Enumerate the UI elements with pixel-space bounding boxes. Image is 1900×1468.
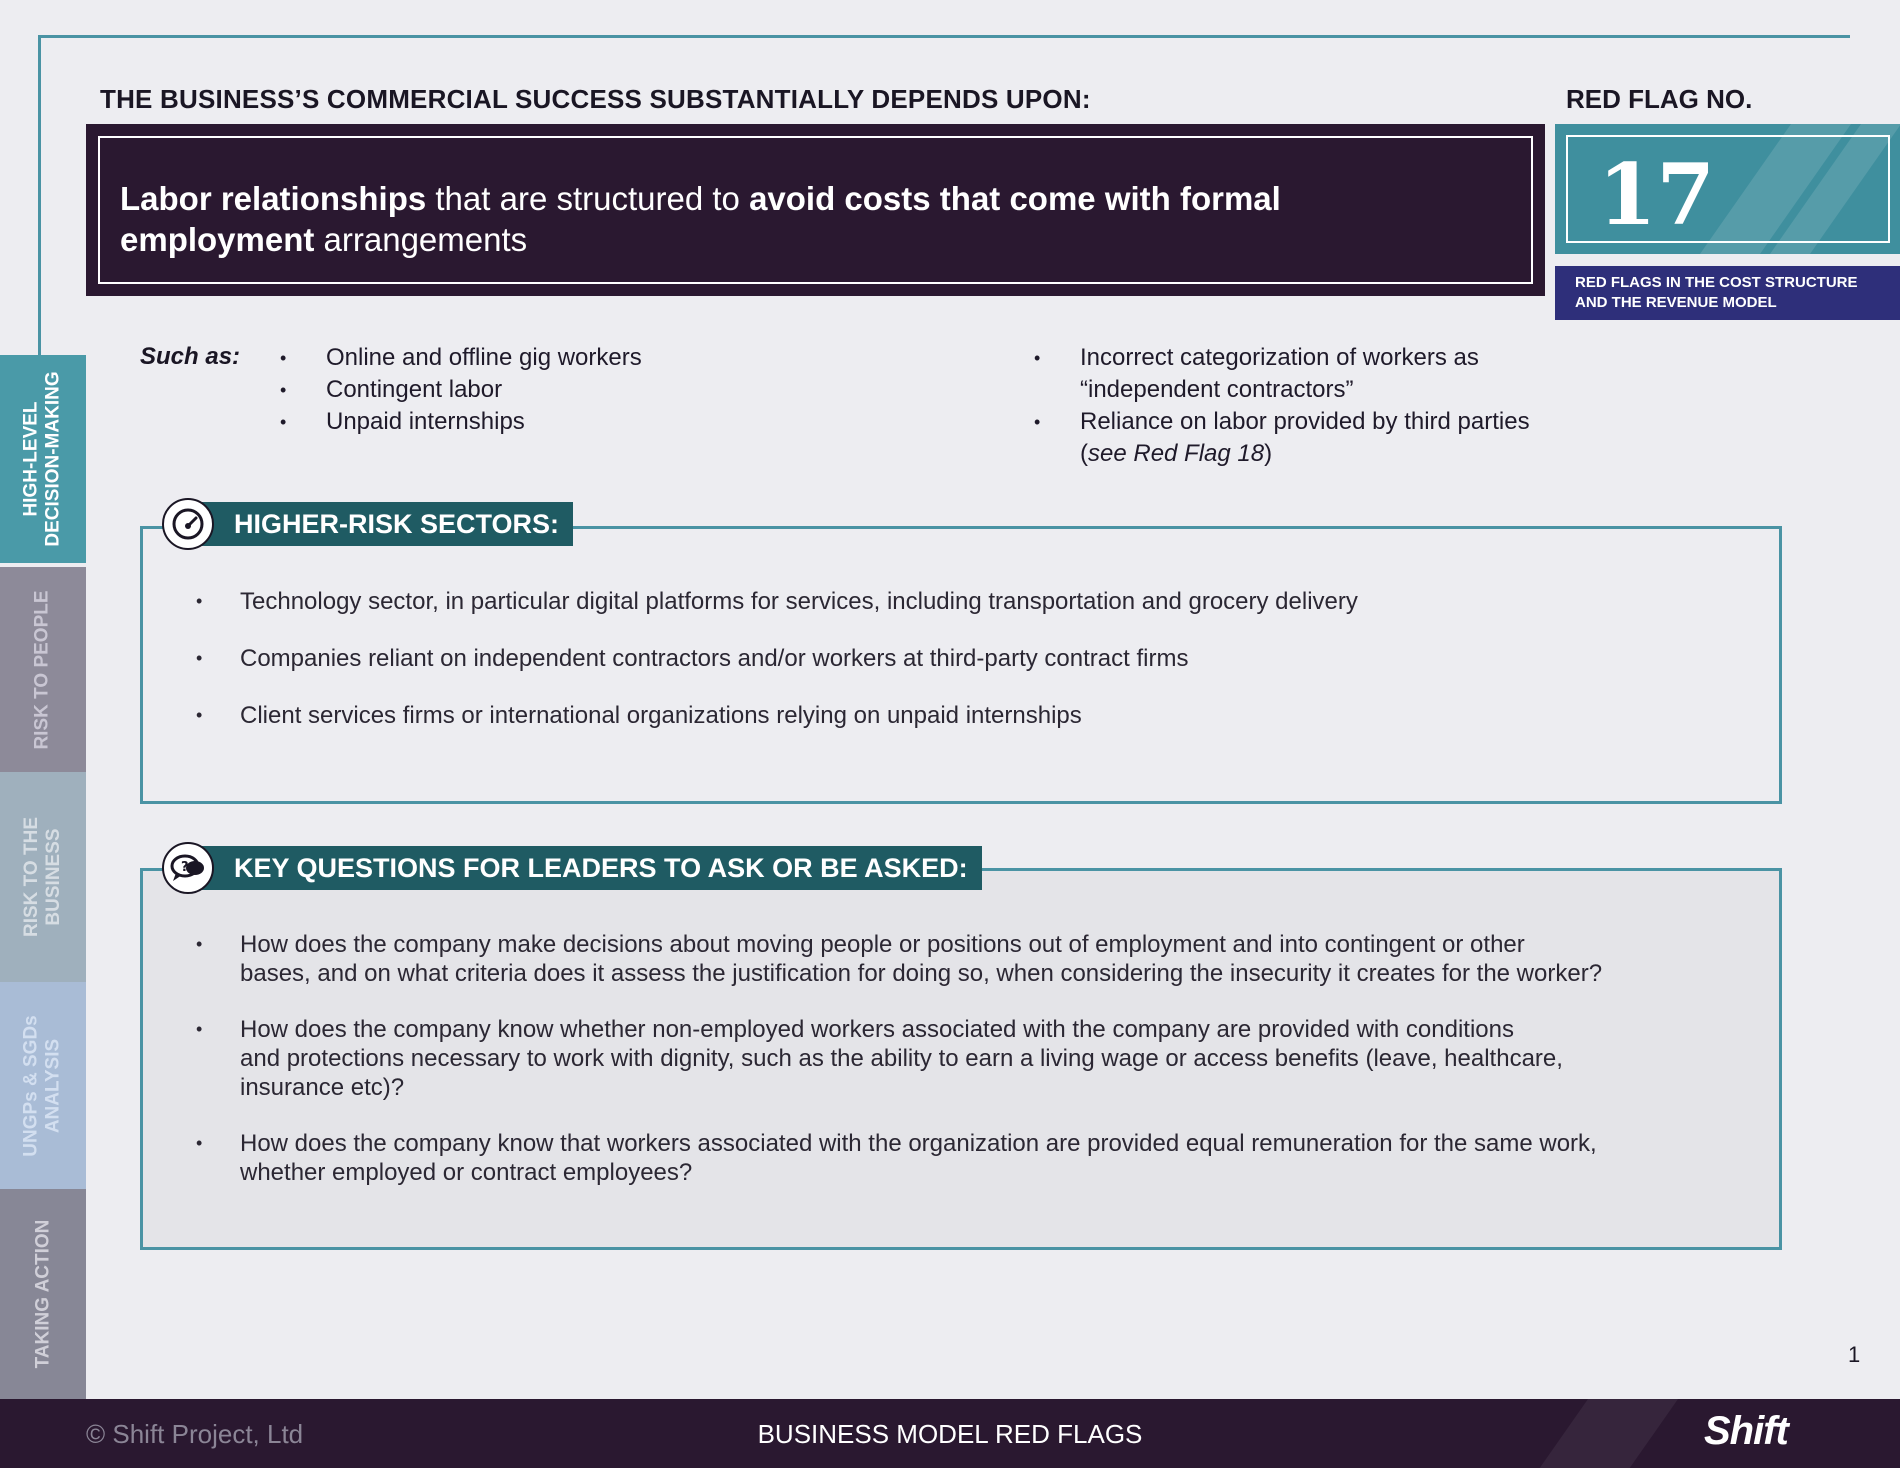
red-flag-18-reference[interactable]: see Red Flag 18 <box>1088 440 1265 467</box>
side-tab-risk-to-people[interactable] <box>0 567 86 772</box>
higher-risk-sectors-list <box>196 587 1736 758</box>
list-item-line: How does the company know that workers associated with the organization are provided equal remuneration for the same work, <box>240 1130 1597 1157</box>
footer-copyright: © Shift Project, Ltd <box>86 1419 304 1449</box>
list-item <box>196 1129 1756 1187</box>
list-item-line: whether employed or contract employees? <box>240 1159 693 1186</box>
shift-logo[interactable]: Shift <box>1704 1409 1788 1453</box>
svg-text:?: ? <box>181 860 189 875</box>
key-questions-list <box>196 930 1756 1214</box>
side-tab-label: DECISION-MAKING <box>43 371 65 547</box>
footer <box>0 1399 1900 1468</box>
side-tab-label: RISK TO PEOPLE <box>32 589 54 750</box>
hero-bold-3: avoid costs that come with formal employment <box>120 180 1281 258</box>
side-tab-taking-action[interactable] <box>0 1189 86 1399</box>
key-questions-title: KEY QUESTIONS FOR LEADERS TO ASK OR BE ASKED: <box>178 846 982 890</box>
side-tab-label: BUSINESS <box>43 828 64 926</box>
side-tab-ungps-sgds-analysis[interactable] <box>0 982 86 1189</box>
list-item-line: bases, and on what criteria does it assess the justification for doing so, when considering the insecurity it creates for the worker? <box>240 960 1603 987</box>
side-tab-label: HIGH-LEVEL <box>21 401 43 517</box>
higher-risk-sectors-title: HIGHER-RISK SECTORS: <box>178 502 573 546</box>
list-item-line: Reliance on labor provided by third parties <box>1080 408 1530 435</box>
frame-left-line <box>38 35 41 355</box>
footer-title: BUSINESS MODEL RED FLAGS <box>757 1419 1143 1449</box>
list-item <box>196 1015 1756 1102</box>
red-flag-number-box <box>1555 124 1900 254</box>
paren-close: ) <box>1264 440 1273 467</box>
hero-text-2: that are structured to <box>426 180 750 217</box>
side-tab-label: ANALYSIS <box>43 1038 65 1133</box>
paren-open: ( <box>1080 440 1088 467</box>
side-tab-label: RISK TO THE <box>21 817 42 937</box>
page-number: 1 <box>1848 1342 1861 1367</box>
red-flag-number: 17 <box>1598 145 1715 244</box>
red-flag-category[interactable] <box>1555 266 1900 320</box>
red-flag-number-border <box>1566 135 1890 243</box>
list-item-line: and protections necessary to work with dignity, such as the ability to earn a living wage or access benefits (leave, healthcare, <box>240 1045 1563 1072</box>
frame-top-line <box>38 35 1850 38</box>
category-line-1: RED FLAGS IN THE COST STRUCTURE <box>1575 274 1858 291</box>
hero-statement-box <box>86 124 1545 296</box>
red-flag-label: RED FLAG NO. <box>1566 84 1753 114</box>
hero-inner-border <box>98 136 1533 284</box>
category-line-2: AND THE REVENUE MODEL <box>1575 294 1777 311</box>
list-item: • Companies reliant on independent contractors and/or workers at third-party contract firms <box>196 644 1736 673</box>
list-item <box>196 930 1756 988</box>
side-tab-high-level-decision-making[interactable] <box>0 355 86 563</box>
list-item <box>1034 342 1634 406</box>
list-item-line: “independent contractors” <box>1080 376 1354 403</box>
list-item: • Technology sector, in particular digital platforms for services, including transportation and grocery delivery <box>196 587 1736 616</box>
speech-bubble-question-icon <box>162 842 214 894</box>
list-item <box>1034 406 1634 470</box>
list-item-line: How does the company know whether non-employed workers associated with the company are provided with conditions <box>240 1016 1515 1043</box>
list-item: • Unpaid internships <box>280 406 642 438</box>
list-item: • Online and offline gig workers <box>280 342 642 374</box>
depends-heading: THE BUSINESS’S COMMERCIAL SUCCESS SUBSTANTIALLY DEPENDS UPON: <box>100 84 1091 114</box>
list-item: • Contingent labor <box>280 374 642 406</box>
hero-bold-1: Labor relationships <box>120 180 427 217</box>
speech-bubble-svg <box>170 853 206 883</box>
list-item-line: How does the company make decisions about moving people or positions out of employment and into contingent or other <box>240 931 1525 958</box>
such-as-list-right <box>1034 342 1634 470</box>
side-tab-risk-to-the-business[interactable] <box>0 772 86 982</box>
such-as-list-left <box>280 342 642 438</box>
side-tab-label: TAKING ACTION <box>32 1219 54 1369</box>
list-item: • Client services firms or international organizations relying on unpaid internships <box>196 701 1736 730</box>
list-item-line: Incorrect categorization of workers as <box>1080 344 1479 371</box>
such-as-label: Such as: <box>140 343 241 370</box>
hero-text-4: arrangements <box>314 221 528 258</box>
speedometer-icon-svg <box>171 507 205 541</box>
speedometer-icon <box>162 498 214 550</box>
side-tab-label: UNGPs & SGDs <box>21 1014 43 1157</box>
hero-statement <box>120 178 1371 260</box>
list-item-line: insurance etc)? <box>240 1074 405 1101</box>
